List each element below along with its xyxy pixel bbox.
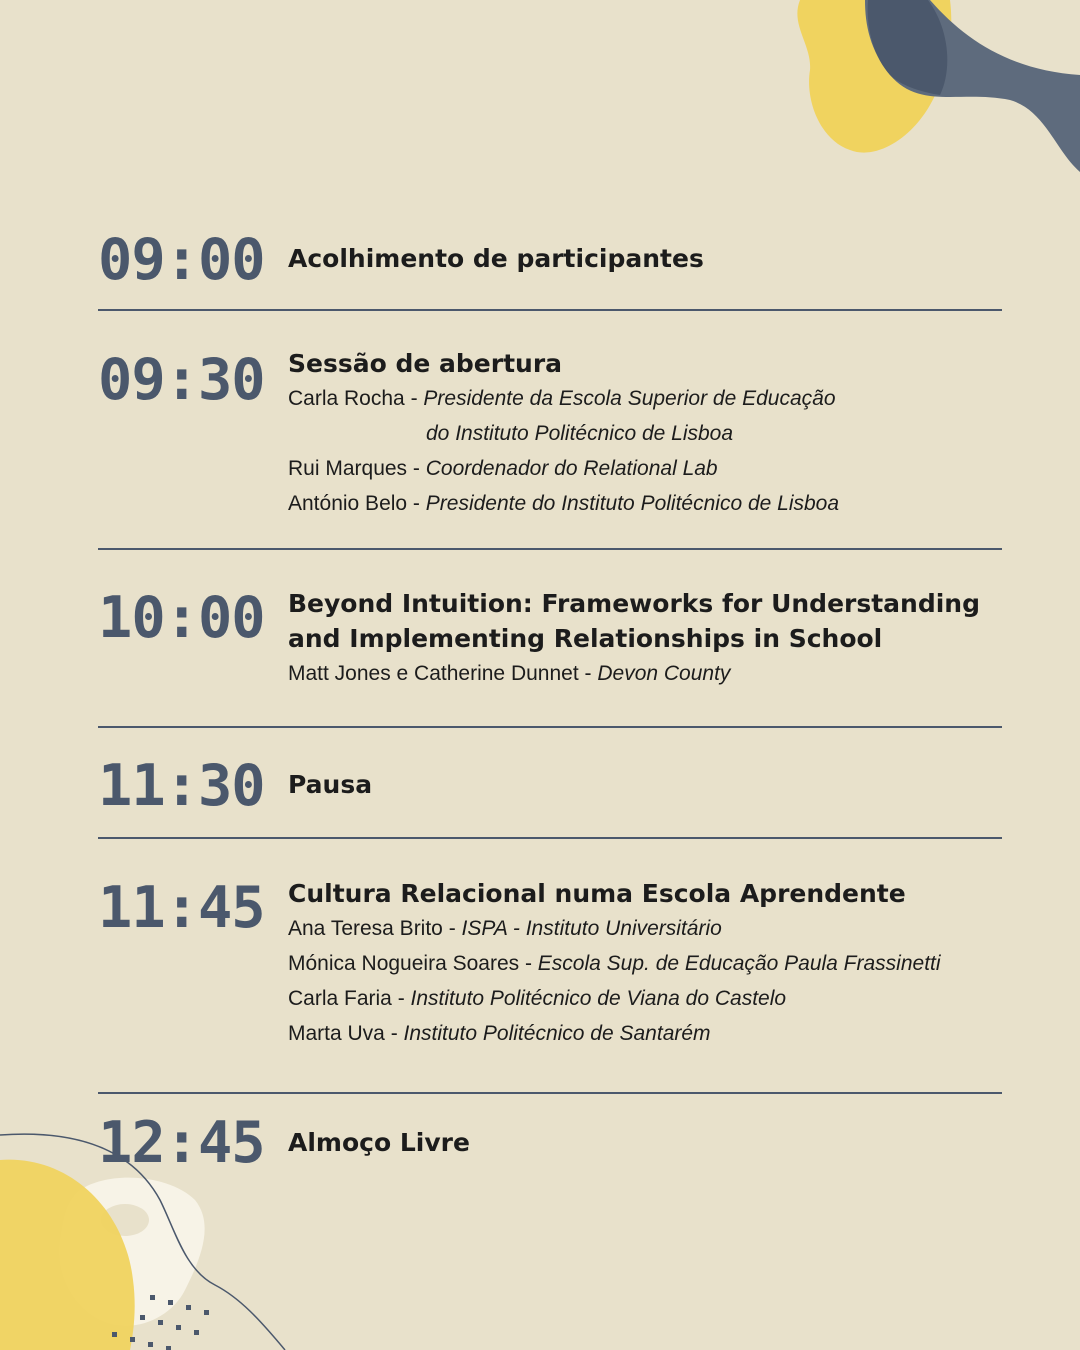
speaker-line	[288, 911, 1008, 946]
separator: -	[384, 1022, 404, 1045]
speaker-line	[288, 451, 1008, 486]
speaker-line	[288, 486, 1008, 521]
slot-content	[288, 767, 1008, 802]
speaker-role: Escola Sup. de Educação Paula Frassinetti	[537, 952, 941, 975]
speaker-line	[288, 381, 1008, 451]
separator: -	[391, 987, 411, 1010]
speaker-name: Carla Faria	[288, 987, 392, 1010]
slot-content	[288, 876, 1008, 1051]
slot-title-line-2: and Implementing Relationships in School	[288, 624, 883, 653]
speaker-role: Instituto Politécnico de Santarém	[403, 1022, 711, 1045]
slot-title: Acolhimento de participantes	[288, 244, 704, 273]
separator: -	[407, 457, 426, 480]
speaker-role-continued: do Instituto Politécnico de Lisboa	[426, 422, 734, 445]
slot-title: Pausa	[288, 770, 373, 799]
divider	[98, 837, 1002, 839]
slot-content	[288, 586, 1008, 691]
slot-title-line-1: Beyond Intuition: Frameworks for Understanding	[288, 589, 981, 618]
speaker-line	[288, 1016, 1008, 1051]
speaker-role: ISPA - Instituto Universitário	[461, 917, 722, 940]
speaker-role: Devon County	[597, 662, 731, 685]
slot-content	[288, 241, 1008, 276]
slot-content	[288, 346, 1008, 521]
speaker-line	[288, 946, 1008, 981]
separator: -	[404, 387, 424, 410]
separator: -	[442, 917, 462, 940]
slot-title: Cultura Relacional numa Escola Aprendente	[288, 879, 906, 908]
speaker-name: Marta Uva	[288, 1022, 385, 1045]
divider	[98, 309, 1002, 311]
separator: -	[407, 492, 426, 515]
slot-title: Almoço Livre	[288, 1128, 470, 1157]
divider	[98, 726, 1002, 728]
slot-content	[288, 1125, 1008, 1160]
speaker-line	[288, 656, 1008, 691]
divider	[98, 548, 1002, 550]
separator: -	[519, 952, 538, 975]
speaker-name: Rui Marques	[288, 457, 408, 480]
speaker-role: Presidente da Escola Superior de Educação	[423, 387, 836, 410]
slot-time: 11:30	[98, 753, 265, 819]
slot-time: 09:00	[98, 227, 265, 293]
speaker-name: Carla Rocha	[288, 387, 405, 410]
speaker-line	[288, 981, 1008, 1016]
speaker-role: Coordenador do Relational Lab	[425, 457, 718, 480]
speaker-name: Matt Jones e Catherine Dunnet	[288, 662, 579, 685]
speaker-role: Instituto Politécnico de Viana do Castelo	[410, 987, 787, 1010]
slot-time: 10:00	[98, 585, 265, 651]
slot-time: 09:30	[98, 347, 265, 413]
speaker-name: Ana Teresa Brito	[288, 917, 443, 940]
speaker-name: Mónica Nogueira Soares	[288, 952, 520, 975]
divider	[98, 1092, 1002, 1094]
slot-title: Sessão de abertura	[288, 349, 563, 378]
separator: -	[578, 662, 598, 685]
speaker-role: Presidente do Instituto Politécnico de Lisboa	[425, 492, 840, 515]
slot-time: 11:45	[98, 875, 265, 941]
speaker-name: António Belo	[288, 492, 408, 515]
slot-time: 12:45	[98, 1110, 265, 1176]
